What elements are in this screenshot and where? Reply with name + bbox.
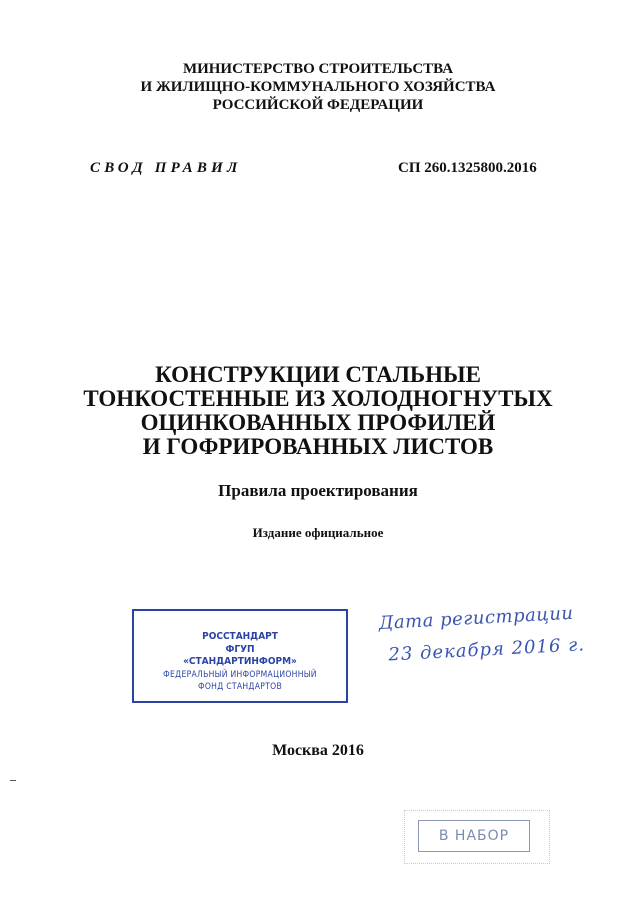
handwritten-registration-date	[378, 597, 586, 672]
handwritten-line-2: 23 декабря 2016 г.	[387, 634, 586, 666]
title-line-1: КОНСТРУКЦИИ СТАЛЬНЫЕ	[155, 362, 481, 387]
handwritten-line-1: Дата регистрации	[378, 602, 574, 634]
stamp-line-2: ФГУП	[225, 643, 255, 655]
registration-stamp	[132, 609, 348, 703]
ministry-line-3: РОССИЙСКОЙ ФЕДЕРАЦИИ	[212, 97, 424, 113]
stamp-line-3: «СТАНДАРТИНФОРМ»	[183, 656, 297, 667]
code-label: СВОД ПРАВИЛ	[90, 160, 242, 176]
margin-mark	[10, 780, 16, 781]
title-line-2: ТОНКОСТЕННЫЕ ИЗ ХОЛОДНОГНУТЫХ	[83, 386, 553, 411]
ministry-line-1: МИНИСТЕРСТВО СТРОИТЕЛЬСТВА	[182, 61, 454, 77]
stamp-line-4: ФЕДЕРАЛЬНЫЙ ИНФОРМАЦИОННЫЙ	[163, 669, 317, 680]
edition-note: Издание официальное	[252, 525, 384, 540]
title-line-4: И ГОФРИРОВАННЫХ ЛИСТОВ	[142, 434, 494, 459]
city-year: Москва 2016	[272, 742, 364, 759]
stamp-line-5: ФОНД СТАНДАРТОВ	[197, 682, 282, 692]
code-number: СП 260.1325800.2016	[398, 160, 537, 176]
ministry-header	[0, 60, 636, 114]
document-subtitle: Правила проектирования	[218, 481, 418, 500]
nabor-stamp: В НАБОР	[418, 820, 530, 852]
ministry-line-2: И ЖИЛИЩНО-КОММУНАЛЬНОГО ХОЗЯЙСТВА	[140, 79, 496, 95]
stamp-line-1: РОССТАНДАРТ	[202, 631, 278, 642]
stamp-text	[134, 631, 346, 694]
title-line-3: ОЦИНКОВАННЫХ ПРОФИЛЕЙ	[140, 410, 496, 435]
document-title	[0, 363, 636, 459]
